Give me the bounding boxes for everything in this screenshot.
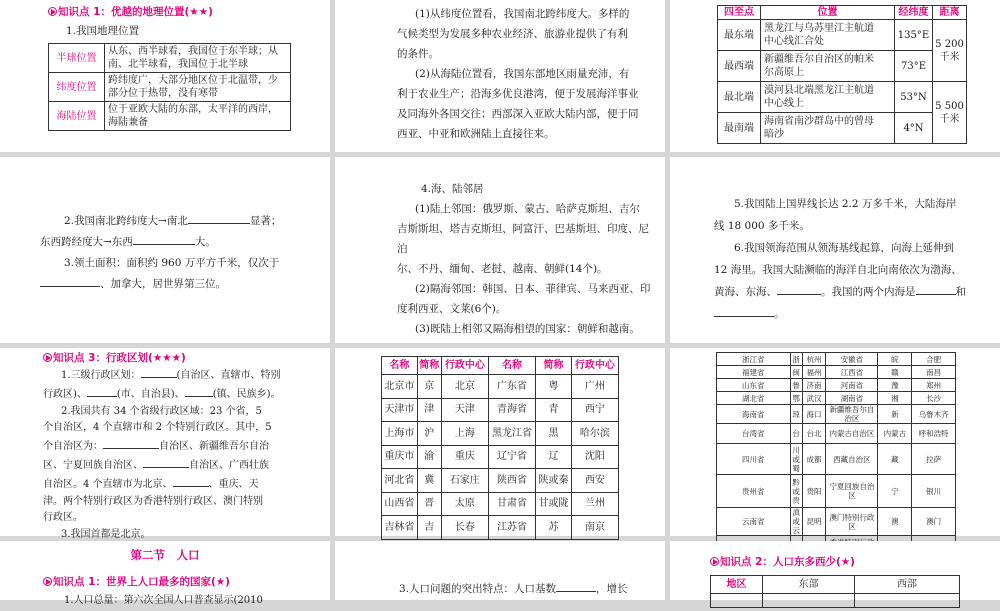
table-cell: 沪 [417,422,441,446]
table-cell: 浙 [790,353,802,366]
text-line: 津。两个特别行政区为香港特别行政区、澳门特别 [43,495,263,507]
play-arrow-icon [43,577,52,586]
table-cell: 兰州 [571,492,618,516]
table-cell: 西宁 [571,398,618,422]
table-cell: 黑 [536,422,572,446]
column-header: 经纬度 [895,6,933,20]
cell-distance: 5 500 [935,100,964,112]
text: 大。 [194,236,216,248]
table-row [718,20,967,51]
table-cell: 澳门 [912,508,956,536]
table-cell: 济南 [802,379,826,392]
table-cell: 沈阳 [571,445,618,469]
text-line: 尔、不丹、缅甸、老挝、越南、朝鲜(14个)。 [397,263,608,275]
table-cell: 昆明 [802,508,826,536]
table-cell: 天津市 [382,398,418,422]
paragraph [397,179,659,339]
cell-coord: 53°N [895,82,933,113]
table-cell: 澳门特别行政区 [826,508,878,536]
text: (自治区、直辖市、特别 [176,370,281,381]
text-line: 行政区。 [43,512,83,524]
cell-text: 黑龙江与乌苏里江主航道 [764,23,874,34]
table-cell: 京 [417,375,441,399]
subtitle: 1.我国地理位置 [66,25,140,37]
table-cell: 辽宁省 [488,445,535,469]
table-row [717,379,956,392]
fill-blank[interactable] [916,283,956,295]
distribution-table [710,575,960,608]
column-header: 名称 [382,357,418,375]
table-cell: 广州 [571,375,618,399]
cell-text: 位于亚欧大陆的东部，太平洋的西岸， [108,104,278,115]
table-cell: 南京 [571,516,618,540]
table-cell: 南昌 [912,366,956,379]
text: 。 [774,308,785,320]
table-cell: 呼和浩特 [912,424,956,444]
slide-position-advantages [335,0,665,152]
text: 黄海、东海、 [714,286,777,298]
text-line: 3.领土面积：面积约 960 万平方千米，仅次于 [64,257,280,269]
text: 2.我国南北跨纬度大→南北 [64,215,188,227]
text: 、加拿大，居世界第三位。 [100,278,226,290]
table-cell: 重庆市 [382,445,418,469]
slide-population [0,541,330,606]
table-cell: 辽 [536,445,572,469]
fill-blank[interactable] [188,212,250,224]
table-cell: 天津 [441,398,488,422]
table-cell: 晋 [417,492,441,516]
table-cell: 太原 [441,492,488,516]
text-line: 的条件。 [397,48,439,60]
slide-extreme-points [670,0,1000,152]
table-cell: 山西省 [382,492,418,516]
table-cell: 闽 [790,366,802,379]
table-cell: 黔或贵 [790,475,802,508]
text: 区、宁夏回族自治区、 [43,459,143,471]
table-header [718,6,967,20]
fill-blank[interactable] [556,580,596,592]
paragraph [40,211,325,295]
cell-text: 漠河县北端黑龙江主航道 [764,85,874,96]
table-cell: 苏 [536,516,572,540]
table-row [718,113,967,144]
text: 行政区)、 [43,388,87,400]
table-row [717,475,956,508]
table-cell: 青 [536,398,572,422]
table-cell: 宁夏回族自治区 [826,475,878,508]
text-line: 2.我国共有 34 个省级行政区域：23 个省，5 [61,405,262,417]
text: 个自治区为： [43,441,103,453]
slide-province-table-1 [335,348,665,536]
table-cell: 吉 [417,516,441,540]
table-cell: 江西省 [826,366,878,379]
extreme-points-table [717,5,967,144]
text: 1.三级行政区划： [61,370,141,381]
table-row [717,353,956,366]
text: (市、自治县)、 [116,388,185,400]
text-line: 个自治区，4 个直辖市和 2 个特别行政区。其中，5 [43,422,272,434]
province-table [716,352,956,559]
table-row [382,398,619,422]
table-header [711,576,960,594]
table-cell: 上海市 [382,422,418,446]
table-cell: 福建省 [717,366,791,379]
table-cell: 贵州省 [717,475,791,508]
column-header: 简称 [417,357,441,375]
table-cell: 北京市 [382,375,418,399]
table-cell: 湖北省 [717,392,791,405]
text: 自治区、新疆维吾尔自治 [159,441,269,453]
table-cell: 新 [878,405,912,424]
table-cell: 北京 [441,375,488,399]
column-header: 西部 [855,576,960,594]
table-cell: 粤 [536,375,572,399]
paragraph [43,366,328,544]
table-cell: 宁 [878,475,912,508]
table-cell: 黑龙江省 [488,422,535,446]
cell-text: 中心线汇合处 [764,36,824,47]
table-cell: 浙江省 [717,353,791,366]
table-row [717,424,956,444]
fill-blank[interactable] [714,305,774,317]
table-row [382,422,619,446]
table-cell: 甘或陇 [536,492,572,516]
table-cell: 鲁 [790,379,802,392]
table-cell: 台湾省 [717,424,791,444]
table-row [382,445,619,469]
paragraph [399,579,628,599]
table-row [718,82,967,113]
cell-text: 尔高原上 [764,67,804,78]
section-title: 第二节 人口 [130,548,200,562]
table-cell: 银川 [912,475,956,508]
table-cell: 石家庄 [441,469,488,493]
table-cell: 贵阳 [802,475,826,508]
table-row [49,102,291,131]
text-line: 度利西亚、文莱(6个)。 [397,303,507,315]
text: 、重庆、天 [208,478,259,490]
table-cell: 甘肃省 [488,492,535,516]
table-cell: 内蒙古自治区 [826,424,878,444]
text: 自治区。4 个直辖市为北京、 [43,478,173,490]
knowledge-point-title: 知识点 1：世界上人口最多的国家(★) [43,574,230,589]
text-line: 及同海外各国交往；西部深入亚欧大陆内部，便于同 [397,108,639,120]
table-cell: 合肥 [912,353,956,366]
text-line: 1.人口总量：第六次全国人口普查显示(2010 [64,595,263,606]
table-cell: 哈尔滨 [571,422,618,446]
text: 。我国的两个内海是 [821,286,916,298]
table-cell: 湘 [878,392,912,405]
column-header: 名称 [488,357,535,375]
table-cell: 冀 [417,469,441,493]
knowledge-point-title: 知识点 1：优越的地理位置(★★) [48,4,213,19]
table-cell: 武汉 [802,392,826,405]
knowledge-point-title: 知识点 3：行政区划(★★★) [43,350,186,365]
column-header: 位置 [761,6,895,20]
table-row [382,516,619,540]
text-line: 4.海、陆邻居 [421,183,484,195]
slide-borders-seas [670,157,1000,343]
table-cell: 云南省 [717,508,791,536]
cell-coord: 73°E [895,51,933,82]
table-row [49,44,291,73]
row-label: 海陆位置 [49,102,105,131]
knowledge-point-title: 知识点 2：人口东多西少(★) [710,554,855,569]
table-cell: 山东省 [717,379,791,392]
table-cell: 成都 [802,444,826,475]
cell-text: 暗沙 [764,129,784,140]
fill-blank[interactable] [87,385,117,397]
cell-distance-unit: 千米 [939,113,960,125]
table-row [718,51,967,82]
slide-territory [0,157,330,343]
fill-blank[interactable] [777,283,821,295]
text: ，增长 [596,583,628,595]
table-row [382,469,619,493]
text-line: (1)从纬度位置看，我国南北跨纬度大。多样的 [415,8,630,20]
fill-blank[interactable] [133,233,195,245]
table-cell: 福州 [802,366,826,379]
table-row [49,73,291,102]
table-cell: 琼 [790,405,802,424]
cell-coord: 4°N [895,113,933,144]
text: 3.人口问题的突出特点：人口基数 [399,583,557,595]
table-row [717,508,956,536]
text-line: (1)陆上邻国：俄罗斯、蒙古、哈萨克斯坦、吉尔 [415,203,640,215]
text-line: 6.我国领海范围从领海基线起算，向海上延伸到 [734,242,955,254]
table-row [382,492,619,516]
column-header: 行政中心 [441,357,488,375]
cell-text: 部分位于热带，没有寒带 [108,88,218,99]
text-line: 西亚、中亚和欧洲陆上直接往来。 [397,128,555,140]
table-cell: 海口 [802,405,826,424]
table-cell: 陕西省 [488,469,535,493]
text: 自治区、广西壮族 [189,459,269,471]
text-line: 气候类型为发展多种农业经济、旅游业提供了有利 [397,28,628,40]
table-cell: 四川省 [717,444,791,475]
column-header: 地区 [711,576,763,594]
slide-population-problems [335,541,665,600]
table-cell: 重庆 [441,445,488,469]
text-line: 吉斯斯坦、塔吉克斯坦、阿富汗、巴基斯坦、印度、尼泊 [397,223,649,255]
text: (镇、民族乡)。 [212,388,281,400]
column-header: 简称 [536,357,572,375]
table-header [382,357,619,375]
fill-blank[interactable] [143,456,189,468]
text-line: (2)隔海邻国：韩国、日本、菲律宾、马来西亚、印 [415,283,651,295]
cell-point: 最南端 [718,113,761,144]
text-line: (3)既陆上相邻又隔海相望的国家：朝鲜和越南。 [415,323,640,335]
cell-distance-unit: 千米 [939,51,960,63]
cell-point: 最西端 [718,51,761,82]
table-cell: 滇或云 [790,508,802,536]
table-cell: 内蒙古 [878,424,912,444]
table-cell: 河南省 [826,379,878,392]
table-cell: 西安 [571,469,618,493]
table-row [382,375,619,399]
column-header: 行政中心 [571,357,618,375]
column-header: 四至点 [718,6,761,20]
table-cell: 广东省 [488,375,535,399]
table-row [717,366,956,379]
table-cell: 青海省 [488,398,535,422]
table-cell: 藏 [878,444,912,475]
table-cell: 上海 [441,422,488,446]
cell-point: 最北端 [718,82,761,113]
play-arrow-icon [710,557,719,566]
table-cell: 川或蜀 [790,444,802,475]
row-label: 纬度位置 [49,73,105,102]
table-cell: 杭州 [802,353,826,366]
slide-geo-position [0,0,330,152]
cell-text: 海南省南沙群岛中的曾母 [764,116,874,127]
cell-coord: 135°E [895,20,933,51]
paragraph [714,193,996,325]
slide-province-table-2 [670,348,1000,536]
table-row [717,405,956,424]
text-line: 3.我国首都是北京。 [61,529,151,541]
cell-text: 从东、西半球看，我国位于东半球；从 [108,46,278,57]
slide-admin-division [0,348,330,541]
fill-blank[interactable] [103,437,159,449]
fill-blank[interactable] [173,475,209,487]
table-cell: 安徽省 [826,353,878,366]
text-line: 利于农业生产；沿海多优良港湾，便于发展海洋事业 [397,88,639,100]
text-line: 5.我国陆上国界线长达 2.2 万多千米，大陆海岸 [734,198,957,210]
text-line: (2)从海陆位置看，我国东部地区雨量充沛，有 [415,68,630,80]
table-cell: 陕或秦 [536,469,572,493]
slide-neighbors [335,157,665,343]
play-arrow-icon [48,7,57,16]
text: 和 [955,286,966,298]
table-cell: 湖南省 [826,392,878,405]
table-cell: 渝 [417,445,441,469]
cell-text: 海陆兼备 [108,117,148,128]
fill-blank[interactable] [40,275,100,287]
text-line: 线 18 000 多千米。 [714,220,810,232]
table-cell: 豫 [878,379,912,392]
column-header: 距离 [933,6,967,20]
paragraph [397,4,659,144]
cell-point: 最东端 [718,20,761,51]
table-cell: 澳 [878,508,912,536]
column-header: 东部 [763,576,855,594]
fill-blank[interactable] [141,366,177,378]
cell-text: 中心线上 [764,98,804,109]
table-cell: 赣 [878,366,912,379]
row-label: 半球位置 [49,44,105,73]
table-cell: 新疆维吾尔自治区 [826,405,878,424]
cell-text: 南、北半球看，我国位于北半球 [108,59,248,70]
table-row [711,594,960,608]
geo-position-table [48,43,291,131]
text: 东西跨经度大→东西 [40,236,133,248]
table-cell: 鄂 [790,392,802,405]
table-row [717,392,956,405]
fill-blank[interactable] [185,385,213,397]
table-cell: 长春 [441,516,488,540]
table-row [717,444,956,475]
table-cell: 台北 [802,424,826,444]
table-cell: 江苏省 [488,516,535,540]
play-arrow-icon [43,353,52,362]
table-cell: 长沙 [912,392,956,405]
cell-text: 新疆维吾尔自治区的帕米 [764,54,874,65]
table-cell: 皖 [878,353,912,366]
cell-text: 跨纬度广，大部分地区位于北温带，少 [108,75,278,86]
table-cell: 郑州 [912,379,956,392]
table-cell: 台 [790,424,802,444]
table-cell: 河北省 [382,469,418,493]
table-cell: 津 [417,398,441,422]
table-cell: 海南省 [717,405,791,424]
cell-distance: 5 200 [935,38,964,50]
table-cell: 吉林省 [382,516,418,540]
table-cell: 西藏自治区 [826,444,878,475]
slide-population-distribution [670,541,1000,600]
table-cell: 乌鲁木齐 [912,405,956,424]
province-table [381,356,619,540]
table-cell: 拉萨 [912,444,956,475]
text-line: 12 海里。我国大陆濒临的海洋自北向南依次为渤海、 [714,264,962,276]
text: 显著； [249,215,282,227]
